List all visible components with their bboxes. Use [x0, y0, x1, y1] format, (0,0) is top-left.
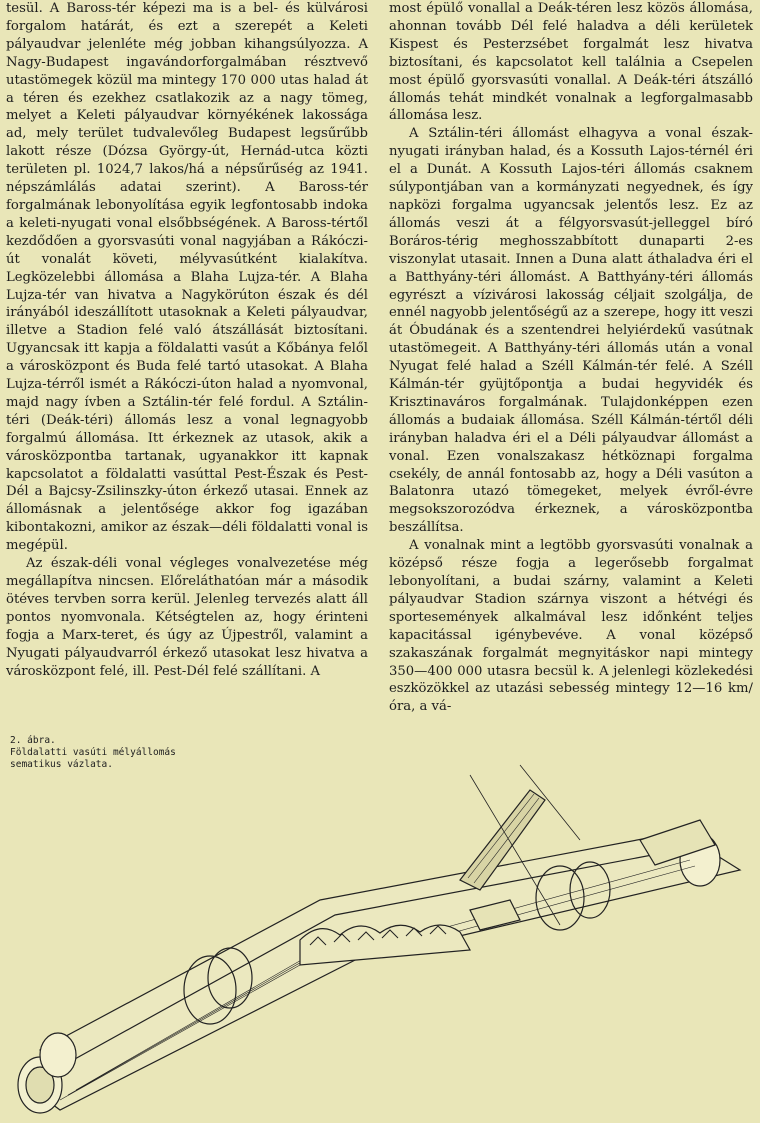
station-schematic-figure	[0, 750, 760, 1123]
paragraph: A vonalnak mint a legtöbb gyorsvasúti vonalnak a középső része fogja a legerősebb forgalmat lebonyolítani, a budai szárny, valamint a Keleti pályaudvar Stadion szárnya viszont a hétvégi és sportesemények alkalmával lesz időnként teljes kapacitással igénybevéve. A vonal középső szakaszának forgalmát megnyitáskor napi mintegy 350—400 000 utasra becsül k. A jelenlegi közlekedési eszközökkel az utazási sebesség mintegy 12—16 km/óra, a vá-	[389, 538, 753, 715]
paragraph: most épülő vonallal a Deák-téren lesz közös állomása, ahonnan tovább Dél felé haladva a déli kerületek Kispest és Pesterzsébet forgalmát lesz hivatva biztosítani, és kapcsolatot kell találnia a Csepelen most épülő gyorsvasúti vonallal. A Deák-téri átszálló állomás tehát mindkét vonalnak a legforgalmasabb állomása lesz.	[389, 1, 753, 124]
caption-line: Földalatti vasúti mélyállomás	[10, 747, 176, 758]
caption-figure-number: 2. ábra.	[10, 735, 56, 746]
tube-ring	[40, 1033, 76, 1077]
right-text-column	[389, 0, 753, 716]
paragraph: A Sztálin-téri állomást elhagyva a vonal észak-nyugati irányban halad, és a Kossuth Lajos-térnél éri el a Dunát. A Kossuth Lajos-téri állomás csaknem súlypontjában van a kormányzati negyednek, és így napközi forgalma ugyancsak jelentős lesz. Ez az állomás veszi át a félgyorsvasút-jelleggel bíró Boráros-térig meghosszabbított dunaparti 2-es viszonylat utasait. Innen a Duna alatt áthaladva éri el a Batthyány-téri állomást. A Batthyány-téri állomás egyrészt a vízivárosi lakosság céljait szolgálja, de ennél nagyobb jelentőségű az a szerepe, hogy itt veszi át Óbudának és a szentendrei helyiérdekű vasútnak utastömegeit. A Batthyány-téri állomás után a vonal Nyugat felé halad a Széll Kálmán-tér felé. A Széll Kálmán-tér gyüjtőpontja a budai hegyvidék és Krisztinaváros forgalmának. Tulajdonképpen ezen állomás a budaiak állomása. Széll Kálmán-tértől déli irányban haladva éri el a Déli pályaudvar állomást a vonal. Ezen vonalszakasz hétköznapi forgalma csekély, de annál fontosabb az, hogy a Déli vasúton a Balatonra utazó tömegeket, melyek évről-évre megsokszorozódva érkeznek, a városközpontba beszállítsa.	[389, 126, 753, 536]
left-text-column	[6, 0, 368, 680]
caption-line: sematikus vázlata.	[10, 759, 113, 770]
tunnel-tube-outline	[20, 845, 740, 1110]
paragraph: Az észak-déli vonal végleges vonalvezetése még megállapítva nincsen. Előreláthatóan már a második ötéves tervben sorra kerül. Jelenleg tervezés alatt áll pontos nyomvonala. Kétségtelen az, hogy érinteni fogja a Marx-teret, és úgy az Újpestről, valamint a Nyugati pályaudvarról érkező utasokat lesz hivatva a városközpont felé, ill. Pest-Dél felé szállítani. A	[6, 556, 368, 679]
paragraph: tesül. A Baross-tér képezi ma is a bel- és külvárosi forgalom határát, és ezt a szerepét a Keleti pályaudvar jelenléte még jobban kihangsúlyozza. A Nagy-Budapest ingavándorforgalmában résztvevő utastömegek közül ma mintegy 170 000 utas halad át a téren és ezekhez csatlakozik az a nagy tömeg, melyet a Keleti pályaudvar környékének lakossága ad, mely terület tudvalevőleg Budapest legsűrűbb lakott része (Dózsa György-út, Hernád-utca közti területen pl. 1024,7 lakos/há a népsűrűség az 1941. népszámlálás adatai szerint). A Baross-tér forgalmának lebonyolítása egyik legfontosabb indoka a keleti-nyugati vonal elsőbbségének. A Baross-tértől kezdődően a gyorsvasúti vonal nagyjában a Rákóczi-út vonalát követi, mélyvasútként kialakítva. Legközelebbi állomása a Blaha Lujza-tér. A Blaha Lujza-tér van hivatva a Nagykörúton észak és dél irányából ideszállított utasoknak a Keleti pályaudvar, illetve a Stadion felé való átszállását biztosítani. Ugyancsak itt kapja a földalatti vasút a Kőbánya felől a városközpont és Buda felé tartó utasokat. A Blaha Lujza-térről ismét a Rákóczi-úton halad a nyomvonal, majd nagy ívben a Sztálin-tér felé fordul. A Sztálin-téri (Deák-téri) állomás lesz a vonal legnagyobb forgalmú állomása. Itt érkeznek az utasok, akik a városközpontba tartanak, ugyanakkor itt kapnak kapcsolatot a földalatti vasúttal Pest-Észak és Pest-Dél a Bajcsy-Zsilinszky-úton érkező utasai. Ennek az állomásnak a jelentősége akkor fog igazában kibontakozni, amikor az észak—déli földalatti vonal is megépül.	[6, 1, 368, 554]
